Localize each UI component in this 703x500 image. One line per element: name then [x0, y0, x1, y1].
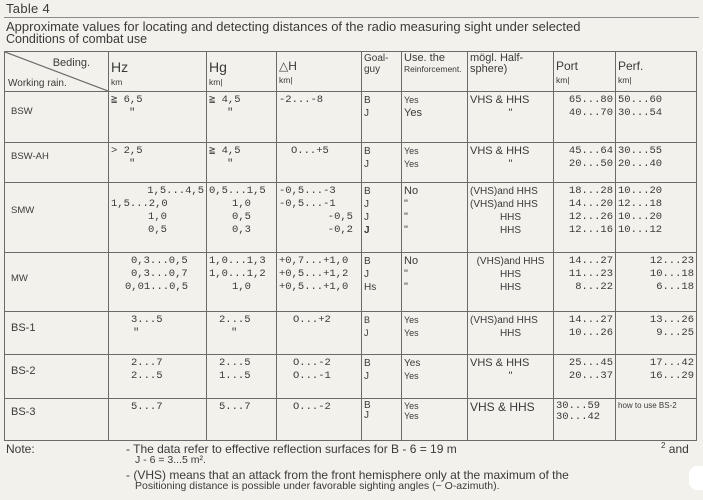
hg-cell [207, 92, 277, 143]
goal-value: J [364, 198, 369, 210]
dh-symbol: △H [279, 59, 297, 73]
hemi-value: " [508, 370, 513, 383]
port-value: 12...26 [568, 210, 613, 223]
use-value: Yes [404, 400, 419, 411]
hz-cell [109, 398, 207, 440]
hz-cell [109, 355, 207, 398]
dh-value: -0,5 [327, 210, 353, 223]
dh-value: O...-2 [293, 357, 331, 370]
hg-value: " [227, 107, 234, 119]
hemi-value: " [508, 107, 513, 119]
dh-value: O...+5 [291, 144, 329, 157]
use-value: Yes [404, 410, 419, 421]
note-1 [126, 444, 686, 466]
goal-value: J [364, 211, 369, 223]
hg-value: 2...5 [219, 357, 251, 370]
hz-cell [109, 311, 207, 354]
hg-value: 1...5 [219, 370, 251, 383]
hemi-cell [468, 355, 554, 398]
hz-value: 1,5...4,5 [147, 184, 204, 197]
perf-value: 10...20 [618, 184, 663, 197]
use-cell [402, 92, 468, 143]
use-cell [402, 142, 468, 182]
perf-value: 50...60 [618, 94, 663, 106]
goal-value: B [364, 185, 371, 197]
port-cell [554, 355, 616, 398]
hemi-value: HHS [499, 327, 522, 339]
hemi-value: VHS & HHS [470, 399, 535, 414]
hz-value: 0,01...0,5 [125, 280, 189, 293]
table-row [5, 311, 697, 354]
note-2-line-1: - (VHS) means that an attack from the front hemisphere only at the maximum of the [126, 468, 569, 482]
hemi-value: " [508, 157, 513, 170]
header-use [402, 52, 468, 92]
port-value: 45...64 [568, 144, 613, 157]
group-label: BS-2 [5, 355, 109, 398]
hz-value: 0,3...0,7 [131, 267, 188, 280]
dh-value: +0,5...+1,2 [279, 267, 349, 280]
hg-value: " [231, 326, 238, 339]
hg-value: ≧ 4,5 [209, 144, 241, 157]
hg-value: 0,5...1,5 [209, 184, 266, 197]
dh-value: O...-1 [293, 370, 331, 383]
goal-value: J [364, 158, 369, 170]
use-cell [402, 355, 468, 398]
goal-cell [362, 142, 402, 182]
use-value: Yes [404, 371, 419, 382]
note-and: and [668, 442, 689, 456]
header-conditions: Beding. [52, 57, 90, 69]
hemi-cell [468, 311, 554, 354]
goal-cell [362, 182, 402, 252]
hz-unit: km [111, 77, 123, 87]
perf-value: 16...29 [649, 370, 694, 383]
perf-cell [616, 182, 697, 252]
table-row [5, 142, 697, 182]
port-value: 30...42 [556, 410, 601, 423]
hg-symbol: Hg [209, 59, 227, 75]
port-value: 14...27 [568, 313, 613, 326]
perf-value: 30...55 [618, 144, 663, 157]
goal-value: B [364, 358, 371, 370]
dh-value: -0,2 [327, 223, 353, 236]
use-value: No [404, 254, 419, 267]
port-cell [554, 92, 616, 143]
hz-value: 2...5 [131, 370, 163, 383]
group-label: BS-3 [5, 398, 109, 440]
hg-value: ≧ 4,5 [209, 94, 241, 106]
port-value: 25...45 [568, 357, 613, 370]
hz-cell [109, 182, 207, 252]
hemi-value: HHS [499, 224, 522, 236]
hemi-value: VHS & HHS [470, 357, 530, 370]
goal-value: B [364, 399, 371, 411]
group-label: BS-1 [5, 311, 109, 354]
hemi-value: (VHS)and HHS [470, 198, 538, 210]
header-dh [277, 52, 362, 92]
perf-cell [616, 142, 697, 182]
dh-unit: km| [279, 75, 293, 85]
perf-cell [616, 311, 697, 354]
hg-value: 1,0...1,3 [209, 254, 266, 267]
group-label: SMW [5, 182, 109, 252]
hemi-cell [468, 182, 554, 252]
heading-line-1: Approximate values for locating and detecting distances of the radio measuring sight under selected [6, 19, 581, 34]
caption-rule [4, 17, 699, 18]
port-value: 14...20 [568, 197, 613, 210]
diagonal-header-cell [5, 52, 109, 92]
hz-value: 1,5...2,0 [111, 197, 168, 210]
dh-value: -0,5...-1 [279, 197, 336, 210]
dh-value: -0,5...-3 [279, 184, 336, 197]
hz-cell [109, 142, 207, 182]
header-hz [109, 52, 207, 92]
port-cell [554, 142, 616, 182]
goal-value: J [364, 268, 369, 280]
hemi-value: HHS [499, 268, 522, 280]
header-hemisphere [468, 52, 554, 92]
hg-cell [207, 252, 277, 311]
port-value: 10...26 [568, 326, 613, 339]
hz-symbol: Hz [111, 59, 129, 75]
port-cell [554, 398, 616, 440]
hemi-value: (VHS)and HHS [470, 314, 538, 326]
port-value: 20...50 [568, 157, 613, 170]
port-value: 40...70 [568, 107, 613, 119]
hemi-cell [468, 142, 554, 182]
hz-value: 2...7 [131, 357, 163, 370]
port-symbol: Port [556, 59, 579, 73]
perf-cell [616, 252, 697, 311]
goal-value: J [364, 224, 370, 236]
table-heading [6, 20, 696, 46]
hg-value: " [227, 157, 234, 170]
hg-value: 2...5 [219, 313, 251, 326]
use-value: " [404, 223, 408, 236]
port-cell [554, 182, 616, 252]
table-row [5, 252, 697, 311]
port-unit: km| [556, 75, 570, 85]
port-value: 12...16 [568, 223, 613, 236]
use-value: Yes [404, 95, 419, 105]
use-line-2: Reinforcement. [404, 64, 462, 74]
use-value: " [404, 267, 408, 280]
hz-value: 0,5 [148, 223, 167, 236]
hz-value: " [129, 107, 136, 119]
group-label: BSW [5, 92, 109, 143]
scan-blot [689, 466, 703, 490]
port-cell [554, 311, 616, 354]
port-value: 11...23 [568, 267, 613, 280]
perf-value: 12...23 [649, 254, 694, 267]
perf-value: 10...12 [618, 223, 663, 236]
port-value: 30...59 [556, 399, 601, 412]
table-row [5, 355, 697, 398]
perf-value: how to use BS-2 [618, 400, 677, 410]
hemi-line-2: sphere) [470, 63, 508, 75]
perf-value: 9...25 [656, 326, 694, 339]
dh-cell [277, 142, 362, 182]
header-goal [362, 52, 402, 92]
hg-cell [207, 355, 277, 398]
goal-line-2: guy [364, 64, 381, 75]
dh-value: O...-2 [293, 400, 331, 413]
port-value: 14...27 [568, 254, 613, 267]
hz-value: 5...7 [131, 400, 163, 413]
use-cell [402, 252, 468, 311]
use-cell [402, 182, 468, 252]
perf-value: 17...42 [649, 357, 694, 370]
perf-unit: km| [618, 75, 632, 85]
use-value: Yes [404, 145, 419, 156]
hz-value: " [133, 326, 140, 339]
hz-value: 1,0 [148, 210, 167, 223]
dh-value: O...+2 [293, 313, 331, 326]
perf-cell [616, 355, 697, 398]
hz-value: ≧ 6,5 [111, 94, 143, 106]
note-1-line-2: J - 6 = 3...5 m². [135, 454, 206, 466]
hg-unit: km| [209, 77, 223, 87]
use-value: " [404, 280, 408, 293]
dh-value: +0,5...+1,0 [279, 280, 349, 293]
perf-value: 10...20 [618, 210, 663, 223]
heading-line-2: Conditions of combat use [6, 32, 148, 46]
dh-cell [277, 311, 362, 354]
hg-value: 1,0 [232, 197, 251, 210]
notes-label: Note: [6, 442, 35, 456]
perf-value: 30...54 [618, 107, 663, 119]
header-hg [207, 52, 277, 92]
perf-value: 10...18 [649, 267, 694, 280]
hemi-value: VHS & HHS [470, 94, 530, 106]
port-value: 8...22 [575, 280, 613, 293]
hemi-value: (VHS)and HHS [476, 255, 545, 267]
table-caption: Table 4 [6, 1, 51, 16]
dh-value: -2...-8 [279, 94, 324, 106]
perf-cell [616, 92, 697, 143]
hemi-cell [468, 252, 554, 311]
hg-cell [207, 311, 277, 354]
hg-value: 5...7 [219, 400, 251, 413]
goal-cell [362, 398, 402, 440]
goal-value: J [364, 409, 369, 421]
hemi-value: VHS & HHS [470, 144, 530, 157]
note-2 [126, 470, 696, 492]
hz-cell [109, 92, 207, 143]
goal-cell [362, 311, 402, 354]
goal-value: B [364, 314, 371, 325]
group-label: BSW-AH [5, 142, 109, 182]
use-value: No [404, 184, 419, 197]
perf-value: 20...40 [618, 157, 663, 170]
perf-value: 6...18 [656, 280, 694, 293]
hg-value: 1,0 [232, 280, 251, 293]
goal-value: J [364, 371, 369, 383]
hz-value: " [129, 157, 136, 170]
goal-value: J [364, 108, 369, 119]
dh-cell [277, 252, 362, 311]
use-cell [402, 398, 468, 440]
goal-value: J [364, 327, 369, 338]
table-row [5, 398, 697, 440]
goal-value: Hs [364, 281, 377, 293]
hemi-line-1: mögl. Half- [470, 52, 524, 64]
goal-cell [362, 92, 402, 143]
hemi-value: (VHS)and HHS [470, 185, 538, 197]
use-value: Yes [404, 314, 419, 325]
note-2-line-2: Positioning distance is possible under favorable sighting angles (~ O-azimuth). [135, 480, 500, 492]
use-value: Yes [404, 107, 422, 119]
goal-value: B [364, 255, 371, 267]
hemi-cell [468, 92, 554, 143]
group-label: MW [5, 252, 109, 311]
hz-value: 0,3...0,5 [131, 254, 188, 267]
port-value: 20...37 [568, 370, 613, 383]
dh-cell [277, 92, 362, 143]
hg-cell [207, 142, 277, 182]
use-value: Yes [404, 158, 419, 169]
table-row [5, 92, 697, 143]
port-cell [554, 252, 616, 311]
use-value: " [404, 197, 408, 210]
hg-value: 1,0...1,2 [209, 267, 266, 280]
use-value: " [404, 210, 408, 223]
hemi-value: HHS [499, 211, 522, 223]
use-value: Yes [404, 327, 419, 338]
perf-cell [616, 398, 697, 440]
hg-value: 0,3 [232, 223, 251, 236]
table-row [5, 182, 697, 252]
goal-line-1: Goal- [364, 53, 389, 64]
dh-cell [277, 355, 362, 398]
hemi-value: HHS [499, 281, 522, 293]
data-table [4, 51, 697, 441]
hz-value: 3...5 [131, 313, 163, 326]
header-port [554, 52, 616, 92]
hemi-cell [468, 398, 554, 440]
hg-cell [207, 398, 277, 440]
hg-cell [207, 182, 277, 252]
hz-value: > 2,5 [111, 144, 143, 157]
header-working-range: Working rain. [8, 78, 67, 89]
port-value: 65...80 [568, 94, 613, 106]
dh-cell [277, 182, 362, 252]
dh-value: +0,7...+1,0 [279, 254, 349, 267]
goal-value: B [364, 95, 371, 106]
header-perf [616, 52, 697, 92]
port-value: 18...28 [568, 184, 613, 197]
note-sup-2: 2 [661, 441, 666, 450]
perf-value: 12...18 [618, 197, 663, 210]
perf-value: 13...26 [649, 313, 694, 326]
hz-cell [109, 252, 207, 311]
use-value: Yes [404, 358, 421, 370]
use-cell [402, 311, 468, 354]
use-line-1: Use. the [404, 52, 445, 64]
goal-value: B [364, 145, 371, 157]
dh-cell [277, 398, 362, 440]
hg-value: 0,5 [232, 210, 251, 223]
goal-cell [362, 355, 402, 398]
note-1-line-1: - The data refer to effective reflection surfaces for B - 6 = 19 m [126, 442, 457, 456]
perf-symbol: Perf. [618, 59, 644, 73]
goal-cell [362, 252, 402, 311]
